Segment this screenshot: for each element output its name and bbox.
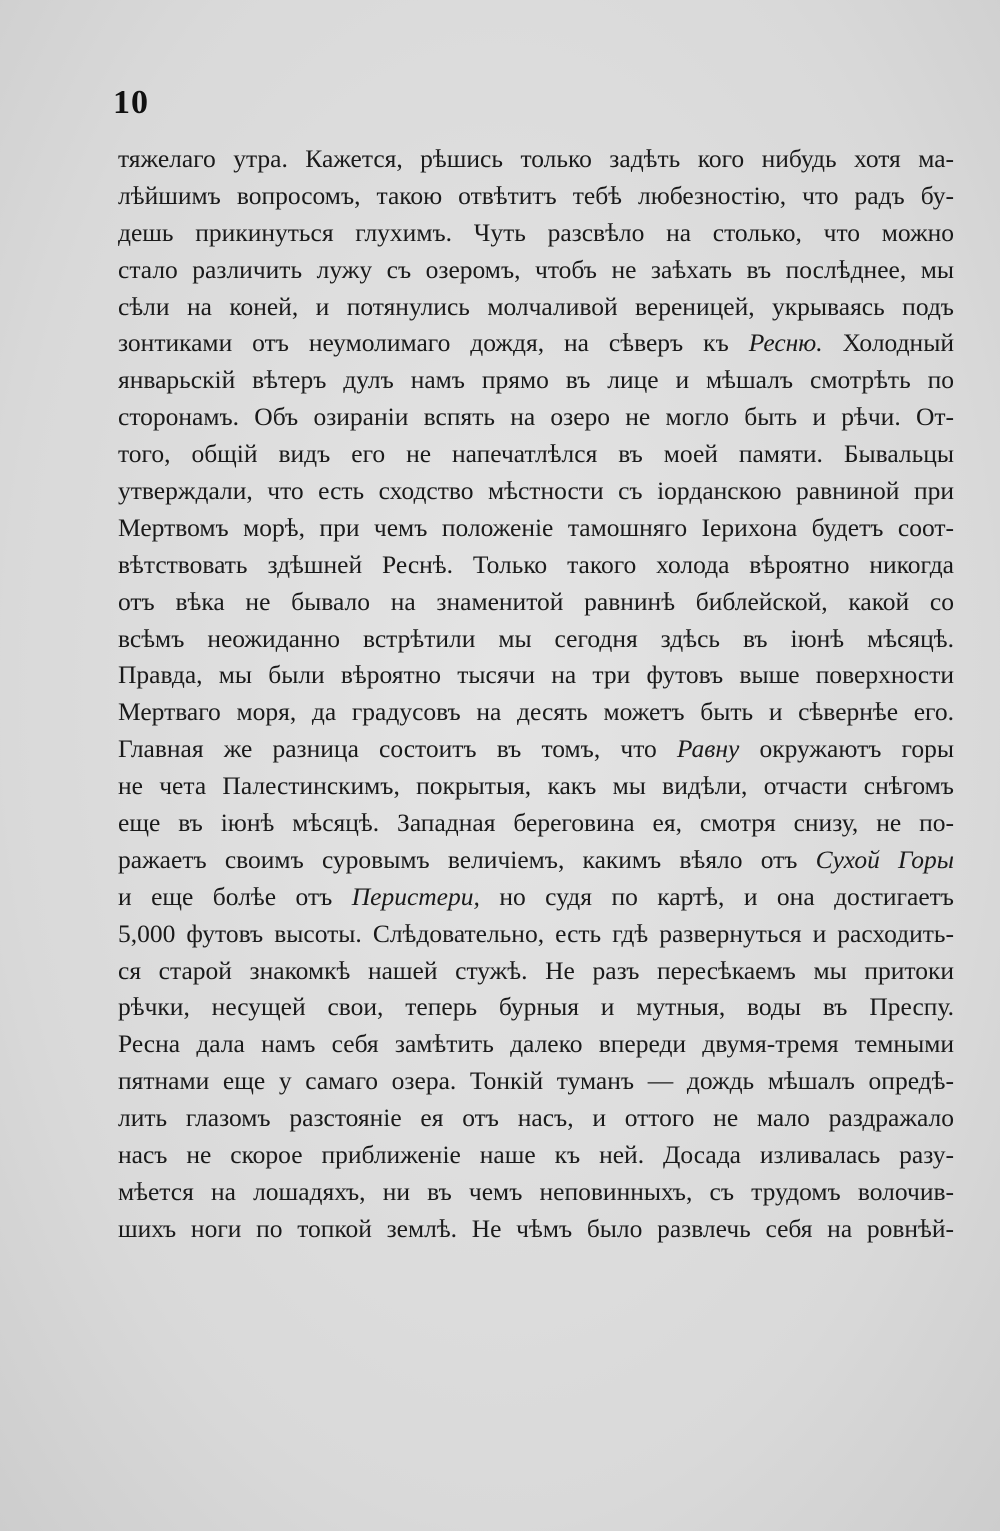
text-line	[118, 694, 954, 731]
text-line	[118, 325, 954, 362]
page-number: 10	[113, 84, 149, 121]
text-segment: январьскій вѣтеръ дулъ намъ прямо въ лице и мѣшалъ смотрѣть по	[118, 365, 954, 395]
text-line	[118, 768, 954, 805]
text-segment: сторонамъ. Объ озираніи вспять на озеро не могло быть и рѣчи. От-	[118, 402, 954, 432]
text-segment: всѣмъ неожиданно встрѣтили мы сегодня здѣсь въ іюнѣ мѣсяцѣ.	[118, 623, 954, 653]
text-line	[118, 547, 954, 584]
text-line	[118, 1026, 954, 1063]
text-segment: мѣется на лошадяхъ, ни въ чемъ неповинныхъ, съ трудомъ волочив-	[118, 1176, 954, 1206]
italic-place-name: Равну	[676, 734, 740, 764]
text-segment: дешь прикинуться глухимъ. Чуть разсвѣло на столько, что можно	[118, 217, 954, 247]
text-line	[118, 1137, 954, 1174]
text-segment: тяжелаго утра. Кажется, рѣшись только задѣть кого нибудь хотя ма-	[118, 144, 954, 173]
text-line	[118, 879, 954, 916]
text-segment: насъ не скорое приближеніе наше къ ней. Досада изливалась разу-	[118, 1140, 954, 1170]
text-line	[118, 584, 954, 621]
text-segment: 5,000 футовъ высоты. Слѣдовательно, есть гдѣ развернуться и расходить-	[118, 918, 954, 948]
body-text	[118, 141, 954, 1248]
text-segment: зонтиками отъ неумолимаго дождя, на сѣверъ къ	[118, 328, 749, 358]
text-line	[118, 805, 954, 842]
text-line	[118, 215, 954, 252]
text-segment: Мертвомъ морѣ, при чемъ положеніе тамошняго Іерихона будетъ соот-	[118, 512, 954, 542]
text-line	[118, 1100, 954, 1137]
text-line	[118, 289, 954, 326]
text-segment: но судя по картѣ, и она достигаетъ	[479, 881, 954, 911]
text-line	[118, 916, 954, 953]
text-segment: того, общій видъ его не напечатлѣлся въ моей памяти. Бывальцы	[118, 439, 954, 469]
text-segment: окружаютъ горы	[739, 734, 954, 764]
text-segment: вѣтствовать здѣшней Реснѣ. Только такого холода вѣроятно никогда	[118, 549, 954, 579]
text-segment: сѣли на коней, и потянулись молчаливой вереницей, укрываясь подъ	[118, 291, 954, 321]
text-segment: Правда, мы были вѣроятно тысячи на три футовъ выше поверхности	[118, 660, 954, 690]
text-line	[118, 436, 954, 473]
text-segment: утверждали, что есть сходство мѣстности съ іорданскою равниной при	[118, 476, 954, 506]
text-segment: Холодный	[822, 328, 954, 358]
text-line	[118, 510, 954, 547]
text-line	[118, 842, 954, 879]
text-segment: ся старой знакомкѣ нашей стужѣ. Не разъ пересѣкаемъ мы притоки	[118, 955, 954, 985]
text-line	[118, 399, 954, 436]
italic-place-name: Перистери,	[351, 881, 480, 911]
text-line	[118, 989, 954, 1026]
italic-place-name: Сухой Горы	[815, 844, 954, 874]
text-segment: и еще болѣе отъ	[118, 881, 352, 911]
text-segment: еще въ іюнѣ мѣсяцѣ. Западная береговина ея, смотря снизу, не по-	[118, 808, 954, 838]
text-segment: лѣйшимъ вопросомъ, такою отвѣтитъ тебѣ любезностію, что радъ бу-	[118, 180, 954, 210]
text-segment: не чета Палестинскимъ, покрытыя, какъ мы видѣли, отчасти снѣгомъ	[118, 771, 954, 801]
text-line	[118, 252, 954, 289]
text-line	[118, 1211, 954, 1248]
text-segment: рѣчки, несущей свои, теперь бурныя и мутныя, воды въ Преспу.	[118, 992, 954, 1022]
text-line	[118, 953, 954, 990]
text-segment: отъ вѣка не бывало на знаменитой равнинѣ библейской, какой со	[118, 586, 954, 616]
text-line	[118, 657, 954, 694]
text-line	[118, 1174, 954, 1211]
text-line	[118, 141, 954, 178]
text-line	[118, 621, 954, 658]
text-segment: ражаетъ своимъ суровымъ величіемъ, какимъ вѣяло отъ	[118, 844, 816, 874]
italic-place-name: Ресню.	[748, 328, 823, 358]
text-segment: пятнами еще у самаго озера. Тонкій туманъ — дождь мѣшалъ опредѣ-	[118, 1066, 954, 1096]
text-segment: шихъ ноги по топкой землѣ. Не чѣмъ было развлечь себя на ровнѣй-	[118, 1213, 954, 1243]
text-segment: Ресна дала намъ себя замѣтить далеко впереди двумя-тремя темными	[118, 1029, 954, 1059]
text-segment: стало различить лужу съ озеромъ, чтобъ не заѣхать въ послѣднее, мы	[118, 254, 954, 284]
text-segment: Мертваго моря, да градусовъ на десять можетъ быть и сѣвернѣе его.	[118, 697, 954, 727]
text-segment: Главная же разница состоитъ въ томъ, что	[118, 734, 677, 764]
text-line	[118, 178, 954, 215]
text-line	[118, 1063, 954, 1100]
text-line	[118, 731, 954, 768]
text-line	[118, 473, 954, 510]
text-segment: лить глазомъ разстояніе ея отъ насъ, и оттого не мало раздражало	[118, 1103, 954, 1133]
text-line	[118, 362, 954, 399]
